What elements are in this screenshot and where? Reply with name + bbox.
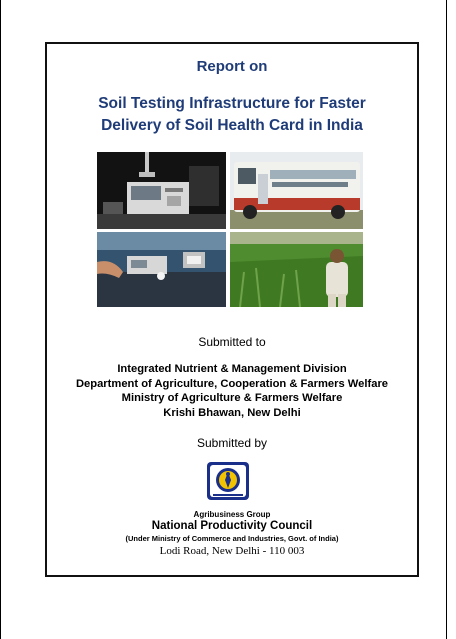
recipient-division: Integrated Nutrient & Management Division — [117, 363, 347, 375]
lab-equipment-photo — [97, 152, 226, 229]
npc-logo — [205, 460, 251, 502]
submitted-by-label: Submitted by — [196, 436, 268, 450]
mobile-soil-testing-bus-photo — [230, 152, 363, 229]
page-right-border — [446, 0, 447, 639]
recipient-department: Department of Agriculture, Cooperation & Farmers Welfare — [75, 377, 389, 390]
soil-lab-bench-photo — [97, 232, 226, 307]
field-crop-photo — [230, 232, 363, 307]
submitted-to-label: Submitted to — [198, 335, 266, 349]
page-left-border — [0, 0, 1, 639]
report-title-line-1: Soil Testing Infrastructure for Faster — [98, 95, 366, 112]
report-on-heading: Report on — [196, 58, 268, 75]
report-title — [47, 93, 417, 137]
recipient-address: Krishi Bhawan, New Delhi — [163, 406, 301, 419]
recipient-block — [47, 362, 417, 420]
report-cover — [45, 42, 419, 577]
organisation-name: National Productivity Council — [151, 520, 313, 532]
organisation-affiliation: (Under Ministry of Commerce and Industries, Govt. of India) — [125, 534, 339, 543]
organisation-address: Lodi Road, New Delhi - 110 003 — [159, 545, 305, 557]
photo-collage — [97, 152, 363, 302]
report-title-line-2: Delivery of Soil Health Card in India — [101, 117, 363, 134]
recipient-ministry: Ministry of Agriculture & Farmers Welfare — [121, 392, 343, 404]
agribusiness-group: Agribusiness Group — [193, 510, 271, 519]
